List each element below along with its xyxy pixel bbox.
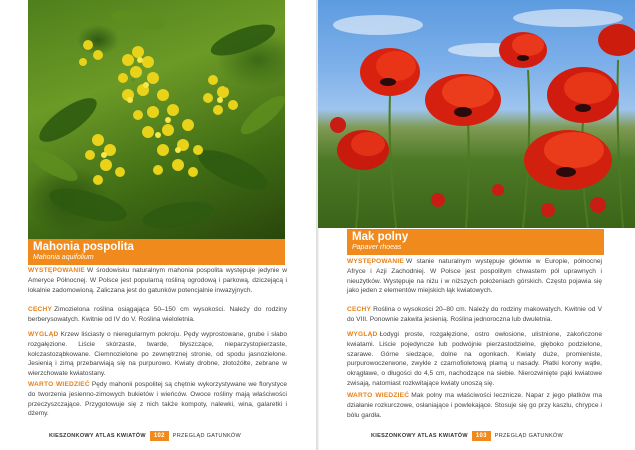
left-page: [0, 0, 317, 450]
section-features: [28, 305, 287, 325]
section-text: W środowisku naturalnym mahonia pospolita występuje jedynie w Ameryce Północnej. W Polsce jest popularną rośliną ogrodową i parkową, dziczejącą i lokalnie zadomowioną. Zaliczana jest do gatunków potencjalnie inwazyjnych.: [28, 267, 287, 294]
section-lead: CECHY: [347, 306, 372, 313]
section-lead: WARTO WIEDZIEĆ: [28, 381, 90, 388]
species-name: Mahonia pospolita: [33, 241, 134, 253]
section-text: Pędy mahonii pospolitej są chętnie wykorzystywane we florystyce do tworzenia jesienno-zimowych bukietów i wieńców. Owoce rośliny mają właściwości przeczyszczające. Przygotowuje się z nich także kompoty, nalewki, wina, galaretki i dżemy.: [28, 381, 287, 418]
section-lead: WYGLĄD: [28, 331, 59, 338]
section-appearance: [28, 330, 287, 379]
species-title-box: [28, 239, 285, 265]
section-occurrence: [347, 257, 602, 296]
section-text: Łodygi proste, rozgałęzione, ostro owłosione, ulistnione, zakończone kwiatami. Liście pojedyncze lub podwójnie pierzastodzielne, głęboko podzielone, szarawe. Górne siedzące, dolne na ogonkach. Kwiaty duże, promieniste, purpurowoczerwone, zwykle z czarnofioletową plamą u nasady. Płatki korony wątłe, okrągławe, o długości do 4,5 cm, nachodzące na siebie. Nierozwinięte pąki kwiatowe zwisają, natomiast rozkwitające kwiaty unoszą się.: [347, 331, 602, 387]
page-footer: [371, 431, 563, 441]
section-trivia: [347, 391, 602, 420]
section-text: Krzew liściasty o nieregularnym pokroju. Pędy wyprostowane, grube i słabo rozgałęzione. Liście skórzaste, twarde, błyszczące, nieparzystopierzaste, kolczastoząbkowane. Ciemnozielone po zewnętrznej stronie, od spodu jasnozielone. Jesienią i zimą przebarwiają się na purpurowo. Kwiaty drobne, złotożółte, zebrane w wierzchowate kwiatostany.: [28, 331, 287, 378]
poppy-illustration: [318, 0, 635, 228]
section-text: Zimozielona roślina osiągająca 50–150 cm wysokości. Należy do rodziny berberysowatych. Kwitnie od IV do V. Roślina wieloletnia.: [28, 306, 287, 323]
section-occurrence: [28, 266, 287, 295]
page-number: 103: [472, 431, 491, 441]
section-trivia: [28, 380, 287, 419]
section-lead: WYSTĘPOWANIE: [347, 258, 404, 265]
right-page: [318, 0, 635, 450]
section-text: Roślina o wysokości 20–80 cm. Należy do rodziny makowatych. Kwitnie od V do VIII. Ponownie zakwita jesienią. Roślina jednoroczna lub dwuletnia.: [347, 306, 602, 323]
poppy-photo: [318, 0, 635, 228]
section-features: [347, 305, 602, 325]
section-lead: WYSTĘPOWANIE: [28, 267, 85, 274]
book-title: KIESZONKOWY ATLAS KWIATÓW: [371, 433, 468, 439]
mahonia-illustration: [28, 0, 285, 239]
species-latin-name: Mahonia aquifolium: [33, 254, 94, 261]
species-name: Mak polny: [352, 231, 409, 243]
page-number: 102: [150, 431, 169, 441]
section-text: Mak polny ma właściwości lecznicze. Napar z jego płatków ma działanie rozkurczowe, osłaniające i powlekające. Stosuje się go przy kaszlu, chrypce i bólu gardła.: [347, 392, 602, 419]
section-lead: WYGLĄD: [347, 331, 378, 338]
page-footer: [49, 431, 241, 441]
section-lead: WARTO WIEDZIEĆ: [347, 392, 410, 399]
species-latin-name: Papaver rhoeas: [352, 244, 402, 251]
mahonia-photo: [28, 0, 285, 239]
section-appearance: [347, 330, 602, 389]
book-title: KIESZONKOWY ATLAS KWIATÓW: [49, 433, 146, 439]
section-name: PRZEGLĄD GATUNKÓW: [494, 433, 564, 439]
species-title-box: [347, 229, 604, 255]
section-text: W stanie naturalnym występuje głównie w Europie, północnej Afryce i Azji Zachodniej. W Polsce jest pospolitym chwastem pól uprawnych i nieużytków. Występuje na niżu i w niższych położeniach górskich. Często pojawia się jako jeden z elementów miejskich łąk kwiatowych.: [347, 258, 602, 295]
section-lead: CECHY: [28, 306, 53, 313]
section-name: PRZEGLĄD GATUNKÓW: [172, 433, 242, 439]
